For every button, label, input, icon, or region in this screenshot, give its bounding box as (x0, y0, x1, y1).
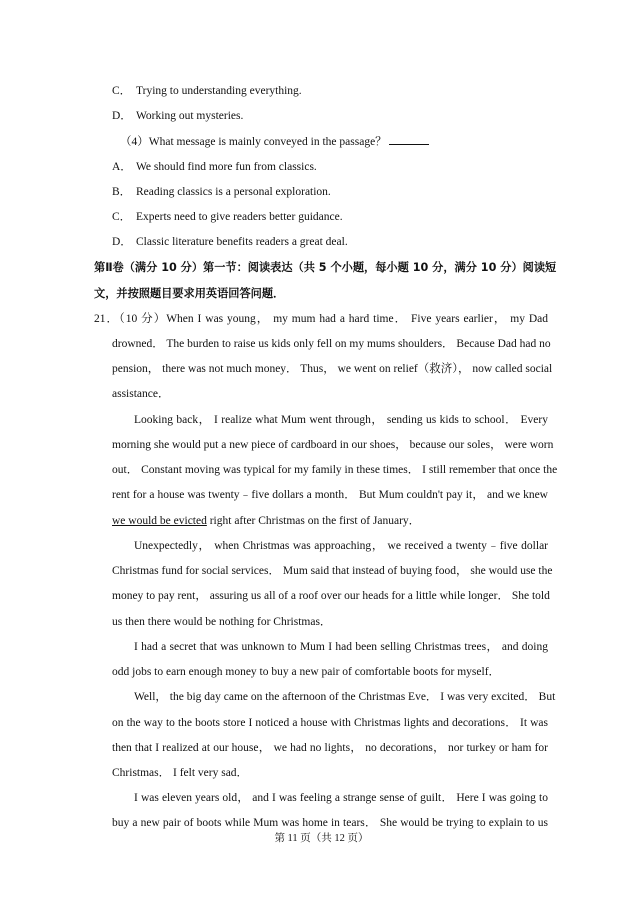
passage-line: odd jobs to earn enough money to buy a new pair of comfortable boots for myself． (112, 666, 501, 678)
passage-line: Looking back， I realize what Mum went through， sending us kids to school． Every (134, 414, 548, 426)
passage-line: I was eleven years old， and I was feeling a strange sense of guilt． Here I was going to (134, 792, 548, 804)
passage-line: drowned． The burden to raise us kids only fell on my mums shoulders． Because Dad had no (112, 338, 551, 350)
passage-line: I had a secret that was unknown to Mum I had been selling Christmas trees， and doing (134, 641, 548, 653)
passage-line: buy a new pair of boots while Mum was home in tears． She would be trying to explain to us (112, 817, 548, 829)
option-a: A． We should find more fun from classics. (112, 161, 317, 173)
option-b: B． Reading classics is a personal exploration. (112, 186, 331, 198)
passage-line: morning she would put a new piece of cardboard in our shoes， because our soles， were worn (112, 439, 554, 451)
option-d: D． Working out mysteries. (112, 110, 244, 122)
passage-line: Christmas fund for social services． Mum said that instead of buying food， she would use the (112, 565, 553, 577)
passage-line: pension， there was not much money． Thus， we went on relief（救济）， now called social (112, 363, 553, 375)
passage-line: we would be evicted right after Christmas on the first of January． (112, 515, 421, 527)
page-footer: 第 11 页（共 12 页） (274, 833, 369, 844)
passage-line: Christmas． I felt very sad． (112, 767, 249, 779)
section-header-line1: 第Ⅱ卷（满分 10 分）第一节：阅读表达（共 5 个小题，每小题 10 分，满分 10 分）阅读短 (94, 261, 557, 274)
passage-line: Well， the big day came on the afternoon of the Christmas Eve． I was very excited． But (134, 691, 556, 703)
passage-line: us then there would be nothing for Christmas． (112, 616, 332, 628)
option-c: C． Experts need to give readers better guidance. (112, 211, 343, 223)
passage-line: out． Constant moving was typical for my family in these times． I still remember that once the (112, 464, 558, 476)
passage-line: rent for a house was twenty﹣five dollars a month． But Mum couldn't pay it， and we knew (112, 489, 548, 501)
passage-line: 21．（10 分）When I was young， my mum had a hard time． Five years earlier， my Dad (94, 313, 548, 325)
option-c: C． Trying to understanding everything. (112, 85, 302, 97)
passage-line: then that I realized at our house， we had no lights， no decorations， nor turkey or ham for (112, 742, 548, 754)
question-4-stem: （4）What message is mainly conveyed in the passage？ (120, 134, 429, 149)
section-header-line2: 文，并按照题目要求用英语回答问题． (94, 287, 285, 300)
passage-line: on the way to the boots store I noticed a house with Christmas lights and decorations． It was (112, 717, 548, 729)
answer-blank[interactable] (389, 134, 429, 145)
passage-line: Unexpectedly， when Christmas was approaching， we received a twenty﹣five dollar (134, 540, 548, 552)
underlined-phrase: we would be evicted (112, 515, 207, 527)
option-d: D． Classic literature benefits readers a great deal. (112, 236, 348, 248)
passage-line: money to pay rent， assuring us all of a roof over our heads for a little while longer． She told (112, 590, 550, 602)
passage-line: assistance． (112, 388, 170, 400)
